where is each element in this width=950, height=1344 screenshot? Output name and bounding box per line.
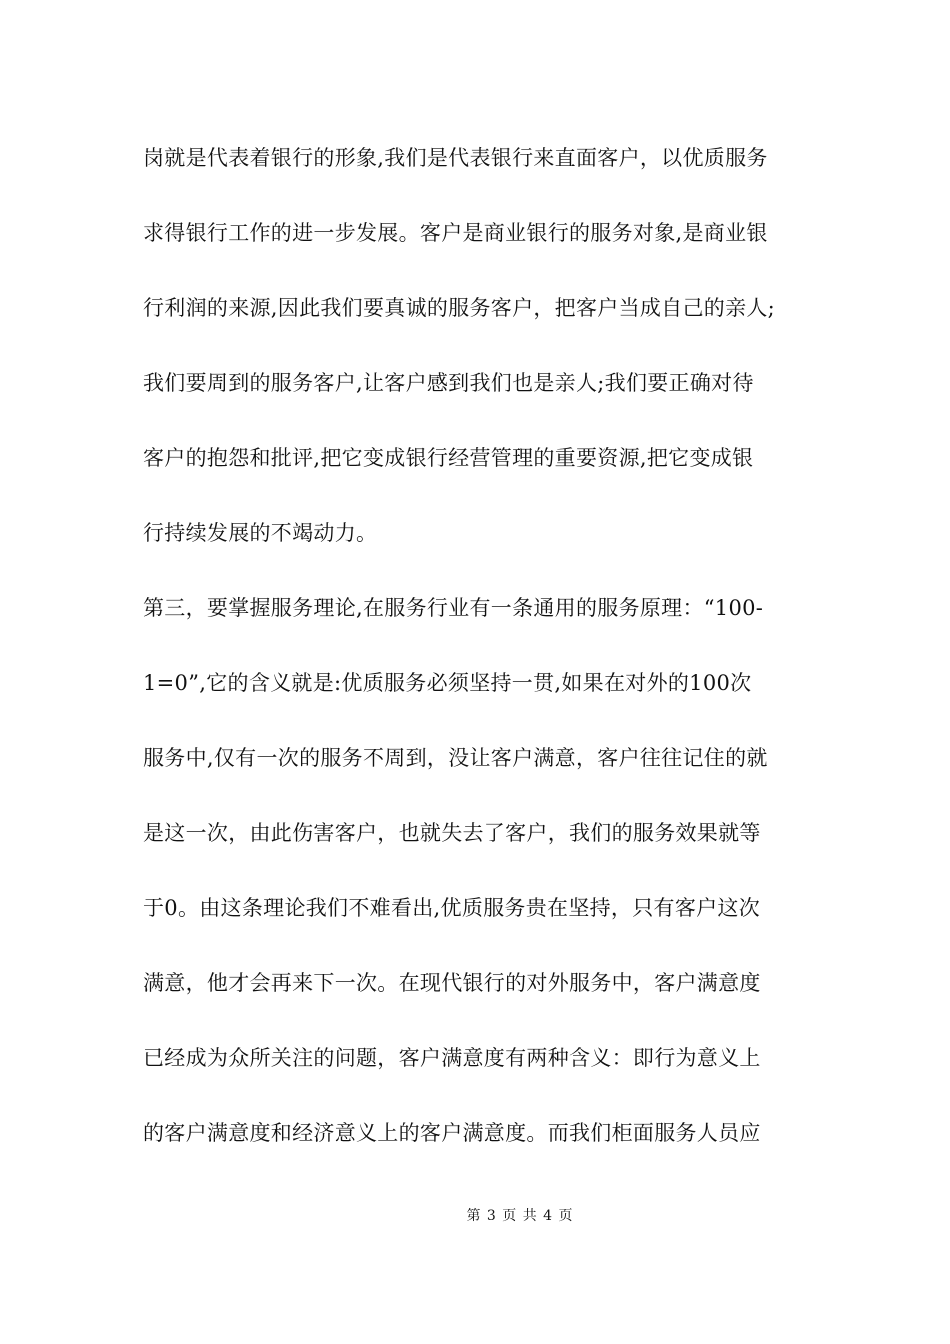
text-line-5: 客户的抱怨和批评,把它变成银行经营管理的重要资源,把它变成银: [143, 446, 754, 470]
text-line-4: 我们要周到的服务客户,让客户感到我们也是亲人;我们要正确对待: [143, 371, 754, 395]
text-line-3: 行利润的来源,因此我们要真诚的服务客户，把客户当成自己的亲人;: [143, 296, 776, 320]
text-line-1: 岗就是代表着银行的形象,我们是代表银行来直面客户，以优质服务: [143, 146, 768, 170]
text-line-13: 已经成为众所关注的问题，客户满意度有两种含义：即行为意义上: [143, 1046, 761, 1070]
text-line-8: 1=0”,它的含义就是:优质服务必须坚持一贯,如果在对外的100次: [143, 671, 752, 695]
text-line-14: 的客户满意度和经济意义上的客户满意度。而我们柜面服务人员应: [143, 1121, 761, 1145]
text-line-12: 满意，他才会再来下一次。在现代银行的对外服务中，客户满意度: [143, 971, 761, 995]
text-line-2: 求得银行工作的进一步发展。客户是商业银行的服务对象,是商业银: [143, 221, 768, 245]
text-line-6: 行持续发展的不竭动力。: [143, 521, 378, 545]
text-line-7: 第三，要掌握服务理论,在服务行业有一条通用的服务原理：“100-: [143, 596, 764, 620]
text-line-10: 是这一次，由此伤害客户，也就失去了客户，我们的服务效果就等: [143, 821, 761, 845]
text-line-11: 于0。由这条理论我们不难看出,优质服务贵在坚持，只有客户这次: [143, 896, 761, 920]
text-line-9: 服务中,仅有一次的服务不周到，没让客户满意，客户往往记住的就: [143, 746, 768, 770]
page-number-footer: 第 3 页 共 4 页: [466, 1208, 574, 1224]
